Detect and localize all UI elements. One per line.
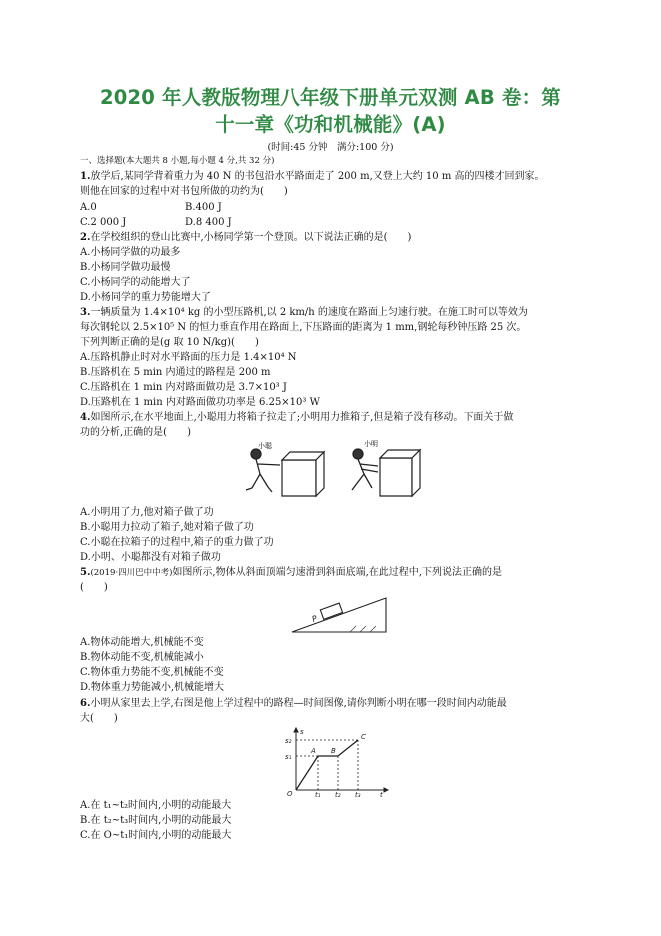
q4-option-b: B.小聪用力拉动了箱子,她对箱子做了功: [80, 522, 254, 533]
question-6-line-2: 大( ): [80, 713, 118, 724]
svg-text:P: P: [310, 613, 319, 625]
girl-pulling-figure: [246, 449, 280, 492]
s2-label: s₂: [285, 737, 292, 745]
distance-time-line: [296, 740, 358, 790]
question-text: 如图所示,在水平地面上,小聪用力将箱子拉走了;小明用力推箱子,但是箱子没有移动。下面关于做: [90, 412, 514, 423]
question-number: 2.: [80, 232, 91, 243]
y-axis-label: s: [300, 728, 304, 736]
q2-option-a: A.小杨同学做的功最多: [80, 247, 181, 258]
question-1-line-1: [80, 170, 545, 184]
q3-option-a: A.压路机静止时对水平路面的压力是 1.4×10⁴ N: [80, 352, 297, 363]
question-text: 放学后,某同学背着重力为 40 N 的书包沿水平路面走了 200 m,又登上大约 10 m 高的四楼才回到家。: [90, 171, 545, 182]
figure-label-left: 小聪: [258, 442, 272, 450]
q4-option-c: C.小聪在拉箱子的过程中,箱子的重力做了功: [80, 537, 274, 548]
incline-hatching: [350, 626, 376, 632]
s1-label: s₁: [285, 753, 292, 761]
question-3-line-1: [80, 306, 528, 320]
question-6-line-1: [80, 697, 507, 711]
t2-label: t₂: [335, 791, 341, 798]
point-a-label: A: [311, 747, 316, 755]
question-number: 5.: [80, 567, 91, 578]
q5-option-c: C.物体重力势能不变,机械能不变: [80, 667, 224, 678]
q1-option-a: A.0: [80, 202, 97, 213]
q1-option-c: C.2 000 J: [80, 217, 127, 228]
q5-option-d: D.物体重力势能减小,机械能增大: [80, 682, 225, 693]
question-number: 3.: [80, 307, 91, 318]
question-number: 6.: [80, 698, 91, 709]
q3-option-b: B.压路机在 5 min 内通过的路程是 200 m: [80, 367, 271, 378]
question-5-line-1: [80, 566, 502, 580]
t1-label: t₁: [315, 791, 321, 798]
q2-option-b: B.小杨同学做功最慢: [80, 262, 171, 273]
question-number: 4.: [80, 412, 91, 423]
question-4-line-2: 功的分析,正确的是( ): [80, 427, 191, 438]
question-text: 小明从家里去上学,右图是他上学过程中的路程—时间图像,请你判断小明在哪一段时间内动能最: [90, 698, 507, 709]
point-c-label: C: [361, 733, 366, 741]
q5-incline-diagram: [290, 590, 390, 634]
boy-pushing-figure: [352, 449, 378, 490]
exam-meta: (时间:45 分钟 满分:100 分): [267, 142, 394, 153]
box-right: [380, 450, 420, 496]
title-line-2: 十一章《功和机械能》(A): [215, 113, 446, 136]
section-heading: 一、选择题(本大题共 8 小题,每小题 4 分,共 32 分): [80, 156, 275, 166]
y-axis-arrow: [294, 728, 298, 732]
x-axis-label: t: [380, 791, 383, 798]
figure-label-right: 小明: [364, 440, 378, 448]
x-axis-arrow: [384, 788, 388, 792]
point-b-label: B: [331, 747, 336, 755]
question-text: 一辆质量为 1.4×10⁴ kg 的小型压路机,以 2 km/h 的速度在路面上匀速行驶。在施工时可以等效为: [90, 307, 528, 318]
q4-option-d: D.小明、小聪都没有对箱子做功: [80, 552, 221, 563]
question-source: (2019·四川巴中中考): [90, 568, 173, 578]
q6-option-c: C.在 O~t₁时间内,小明的动能最大: [80, 830, 232, 841]
question-1-line-2: 则他在回家的过程中对书包所做的功约为( ): [80, 186, 288, 197]
q6-distance-time-graph: [282, 726, 392, 798]
q2-option-d: D.小杨同学的重力势能增大了: [80, 292, 211, 303]
q5-option-a: A.物体动能增大,机械能不变: [80, 637, 204, 648]
question-5-line-2: ( ): [80, 582, 108, 593]
question-3-line-2: 每次钢轮以 2.5×10⁵ N 的恒力垂直作用在路面上,下压路面的距离为 1 mm,钢轮每秒钟压路 25 次。: [80, 322, 527, 333]
q4-illustration: [240, 440, 430, 502]
q3-option-d: D.压路机在 1 min 内对路面做功功率是 6.25×10³ W: [80, 397, 320, 408]
question-text: 如图所示,物体从斜面顶端匀速滑到斜面底端,在此过程中,下列说法正确的是: [172, 567, 502, 578]
q4-option-a: A.小明用了力,他对箱子做了功: [80, 507, 214, 518]
question-number: 1.: [80, 171, 91, 182]
origin-label: O: [287, 790, 293, 798]
box-left: [282, 452, 324, 496]
question-3-line-3: 下列判断正确的是(g 取 10 N/kg)( ): [80, 337, 259, 348]
q6-option-a: A.在 t₁~t₂时间内,小明的动能最大: [80, 800, 232, 811]
q5-option-b: B.物体动能不变,机械能减小: [80, 652, 204, 663]
q1-option-d: D.8 400 J: [185, 217, 232, 228]
t3-label: t₃: [355, 791, 361, 798]
question-2-line-1: [80, 231, 411, 245]
q2-option-c: C.小杨同学的动能增大了: [80, 277, 191, 288]
q6-option-b: B.在 t₂~t₃时间内,小明的动能最大: [80, 815, 232, 826]
document-title: [60, 84, 601, 138]
sliding-block: [310, 603, 343, 624]
title-line-1: 2020 年人教版物理八年级下册单元双测 AB 卷：第: [100, 86, 561, 109]
q1-option-b: B.400 J: [185, 202, 222, 213]
question-text: 在学校组织的登山比赛中,小杨同学第一个登顶。以下说法正确的是( ): [90, 232, 412, 243]
q3-option-c: C.压路机在 1 min 内对路面做功是 3.7×10³ J: [80, 382, 287, 393]
question-4-line-1: [80, 411, 513, 425]
